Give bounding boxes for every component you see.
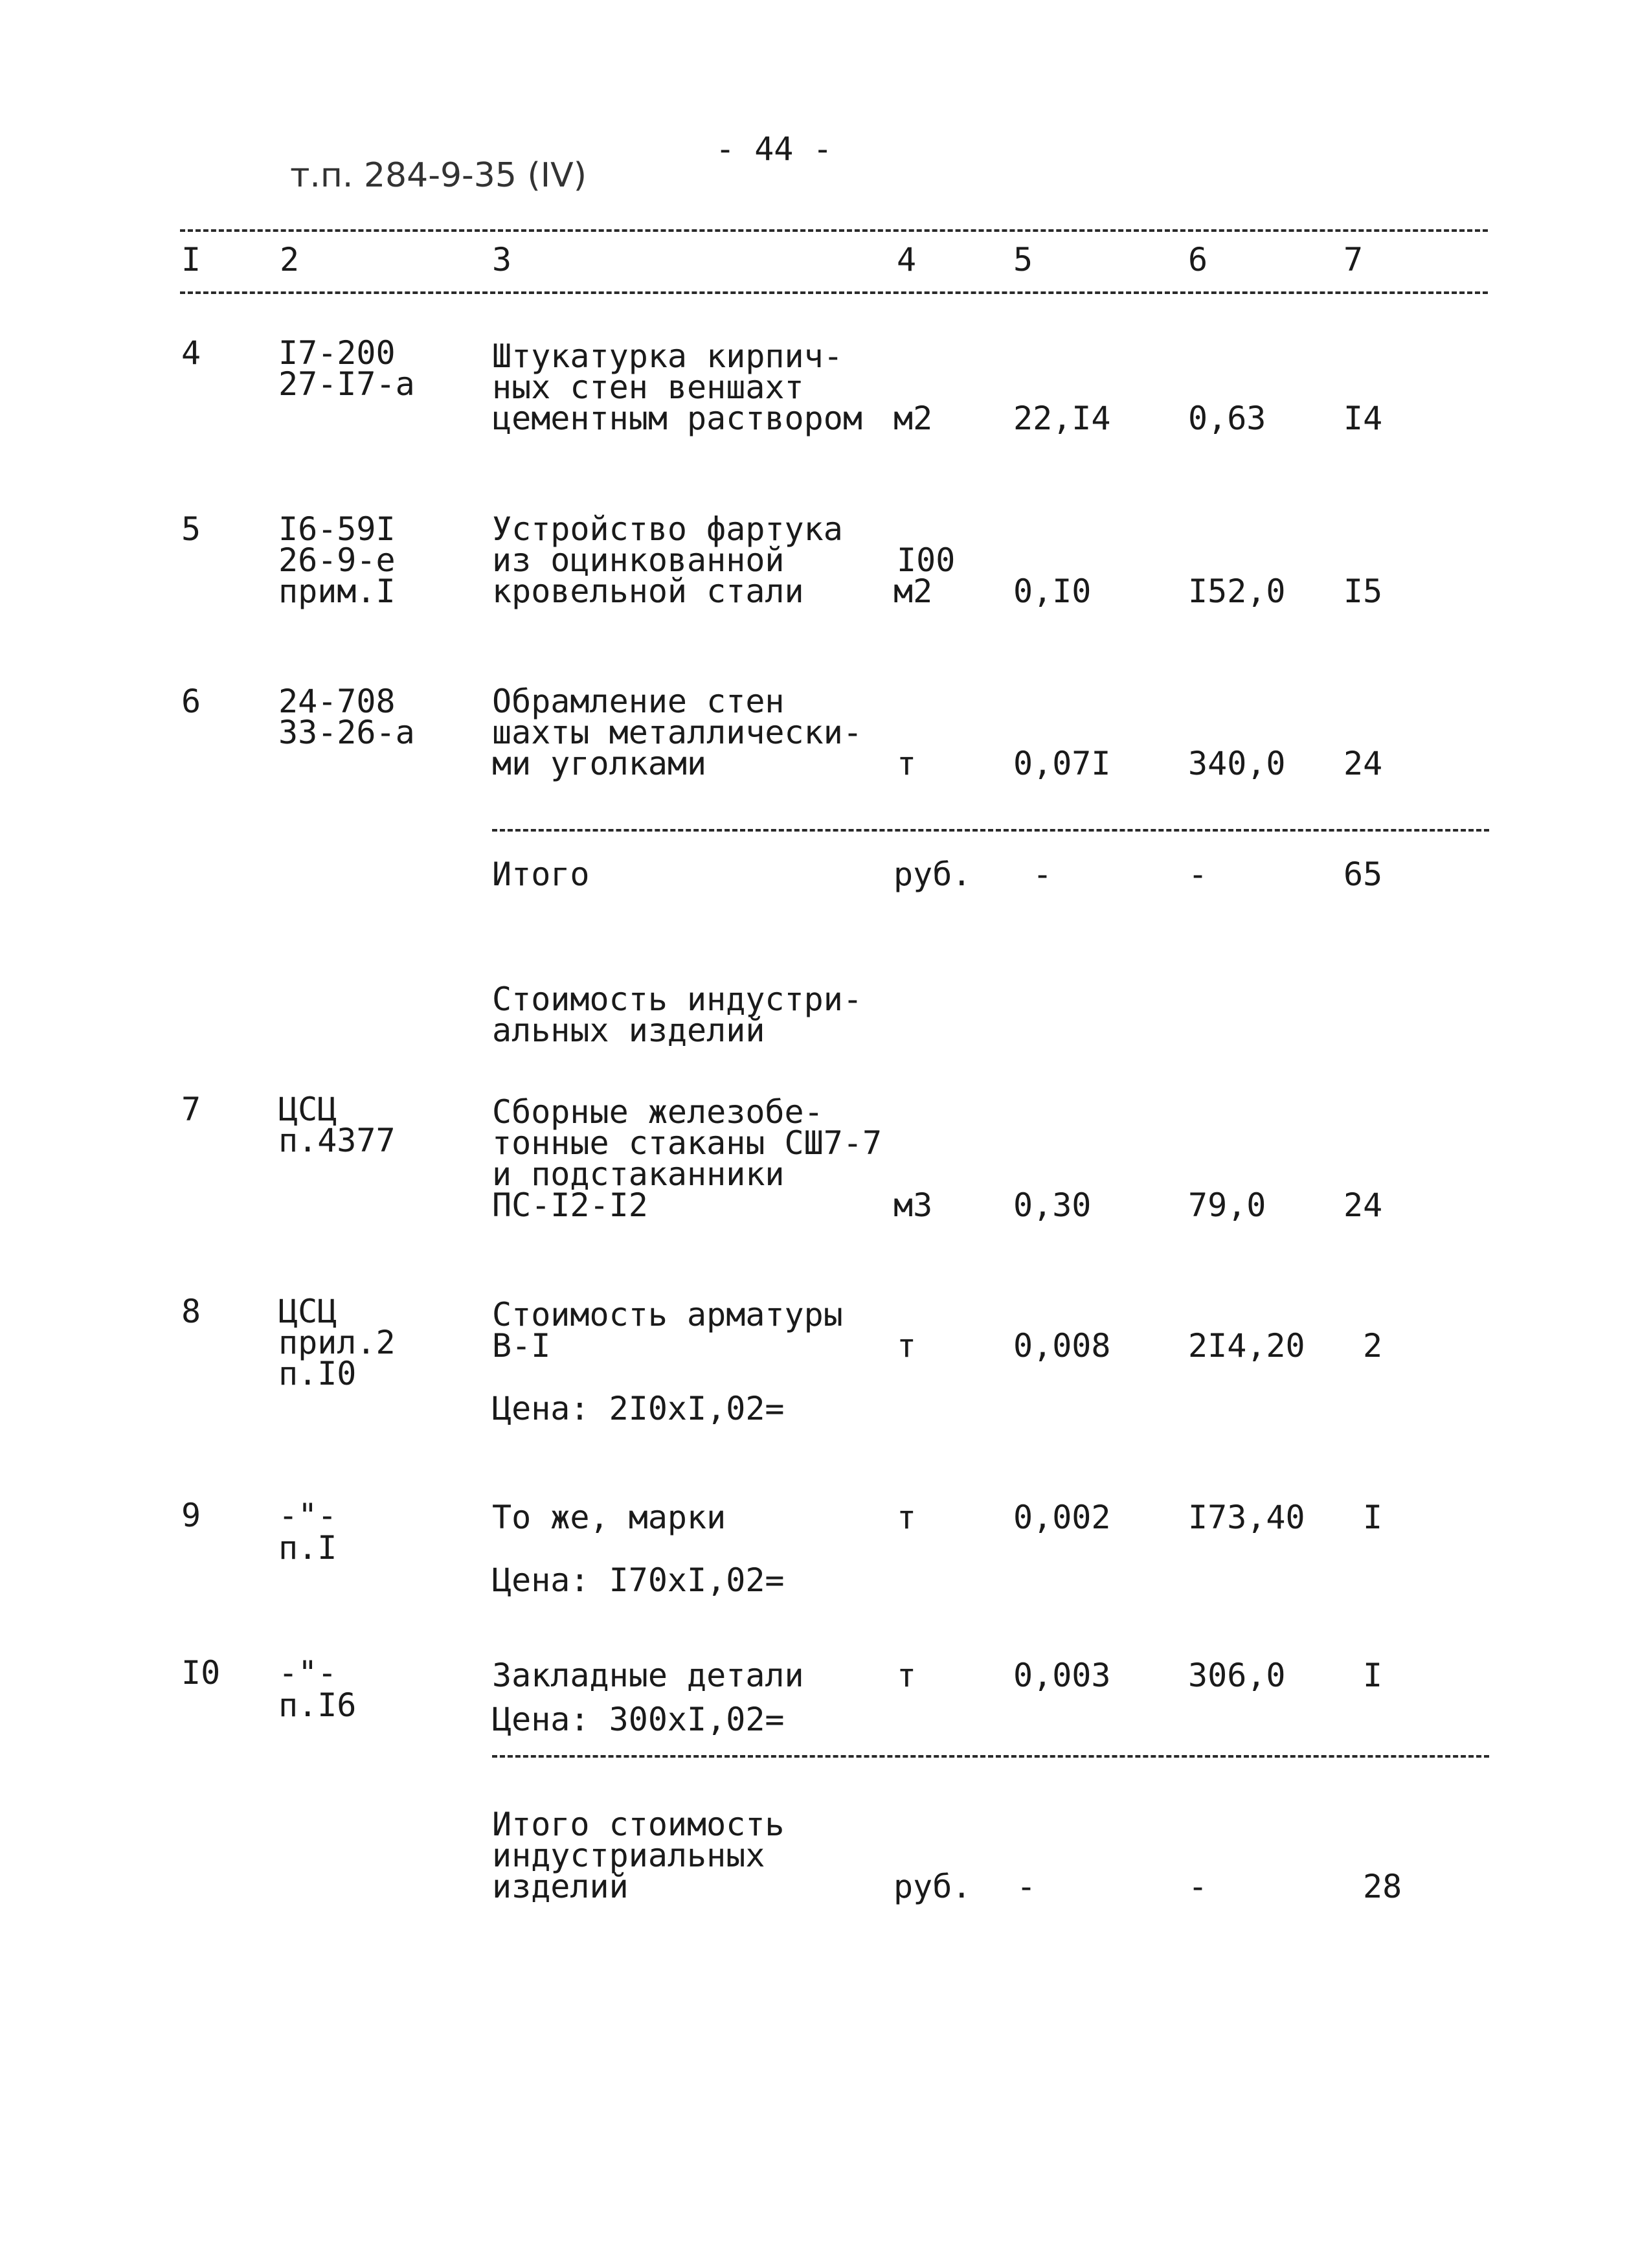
row-code: 26-9-е [278, 541, 396, 579]
row-code: 33-26-а [278, 714, 415, 751]
row-description: ми уголками [492, 745, 707, 782]
page-number: - 44 - [715, 130, 833, 168]
row-description: тонные стаканы СШ7-7 [492, 1124, 882, 1162]
row-description: кровельной стали [492, 573, 804, 610]
subtotal-rule [492, 1755, 1489, 1758]
row-total: I5 [1343, 573, 1383, 610]
subtotal-quantity: - [1033, 856, 1053, 893]
row-number: 9 [181, 1497, 201, 1534]
row-code: -"- [278, 1497, 337, 1534]
row-unit: м2 [893, 400, 933, 437]
subtotal-quantity: - [1017, 1868, 1037, 1905]
row-quantity: 0,002 [1013, 1499, 1111, 1536]
row-description: Обрамление стен [492, 683, 785, 720]
column-number: 5 [1013, 241, 1033, 278]
subtotal-total: 28 [1363, 1868, 1402, 1905]
row-total: I4 [1343, 400, 1383, 437]
row-unit: т [897, 1499, 917, 1536]
row-quantity: 0,I0 [1013, 573, 1092, 610]
row-code: п.4377 [278, 1122, 396, 1159]
subtotal-label: Итого стоимость [492, 1806, 785, 1843]
row-number: 7 [181, 1091, 201, 1128]
row-number: 4 [181, 334, 201, 372]
row-total: I [1363, 1499, 1383, 1536]
row-unit: м3 [893, 1186, 933, 1224]
subtotal-price: - [1188, 856, 1208, 893]
column-number: 2 [280, 241, 300, 278]
row-total: 2 [1363, 1327, 1383, 1365]
row-quantity: 0,008 [1013, 1327, 1111, 1365]
row-description: То же, марки [492, 1499, 726, 1536]
row-number: 5 [181, 510, 201, 548]
header-top-rule [180, 229, 1488, 232]
price-note: Цена: I70хI,02= [492, 1561, 785, 1599]
header-bottom-rule [180, 291, 1488, 294]
subtotal-price: - [1188, 1868, 1208, 1905]
row-unit: м2 [893, 573, 933, 610]
row-code: I6-59I [278, 510, 396, 548]
row-code: I7-200 [278, 334, 396, 372]
column-number: I [181, 241, 201, 278]
row-price: 0,63 [1188, 400, 1266, 437]
row-number: 6 [181, 683, 201, 720]
row-price: 306,0 [1188, 1657, 1286, 1694]
row-description: Закладные детали [492, 1657, 804, 1694]
subtotal-unit: руб. [893, 856, 972, 893]
row-unit: т [897, 1657, 917, 1694]
row-code: п.I [278, 1529, 337, 1567]
row-description: ПС-I2-I2 [492, 1186, 648, 1224]
row-price: 2I4,20 [1188, 1327, 1305, 1365]
section-title: альных изделий [492, 1012, 765, 1049]
column-number: 4 [897, 241, 917, 278]
row-description: Стоимость арматуры [492, 1296, 843, 1333]
column-number: 7 [1343, 241, 1364, 278]
row-code: 27-I7-а [278, 365, 415, 403]
row-description: цементным раствором [492, 400, 862, 437]
row-number: 8 [181, 1293, 201, 1330]
section-title: Стоимость индустри- [492, 981, 862, 1018]
row-quantity: 0,003 [1013, 1657, 1111, 1694]
row-code: -"- [278, 1654, 337, 1692]
row-price: I52,0 [1188, 573, 1286, 610]
row-unit: т [897, 1327, 917, 1365]
row-unit: I00 [897, 541, 956, 579]
row-description: шахты металлически- [492, 714, 862, 751]
row-code: п.I0 [278, 1355, 357, 1392]
row-total: 24 [1343, 745, 1383, 782]
row-total: 24 [1343, 1186, 1383, 1224]
row-description: ных стен веншахт [492, 369, 804, 406]
row-code: прим.I [278, 573, 396, 610]
row-description: Штукатурка кирпич- [492, 337, 843, 375]
row-number: I0 [181, 1654, 221, 1692]
subtotal-label: Итого [492, 856, 590, 893]
row-code: ЦСЦ [278, 1293, 337, 1330]
row-total: I [1363, 1657, 1383, 1694]
row-code: 24-708 [278, 683, 396, 720]
row-quantity: 22,I4 [1013, 400, 1111, 437]
document-reference: т.п. 284-9-35 (IV) [290, 156, 587, 195]
subtotal-total: 65 [1343, 856, 1383, 893]
row-description: и подстаканники [492, 1155, 785, 1193]
row-description: из оцинкованной [492, 541, 785, 579]
row-quantity: 0,07I [1013, 745, 1111, 782]
row-quantity: 0,30 [1013, 1186, 1092, 1224]
price-note: Цена: 2I0хI,02= [492, 1390, 785, 1427]
document-part: (IV) [527, 156, 587, 195]
row-description: Сборные железобе- [492, 1093, 824, 1131]
subtotal-label: изделий [492, 1868, 629, 1905]
row-description: В-I [492, 1327, 551, 1365]
row-code: ЦСЦ [278, 1091, 337, 1128]
row-description: Устройство фартука [492, 510, 843, 548]
column-number: 6 [1188, 241, 1208, 278]
subtotal-label: индустриальных [492, 1837, 765, 1874]
subtotal-unit: руб. [893, 1868, 972, 1905]
row-unit: т [897, 745, 917, 782]
row-price: 79,0 [1188, 1186, 1266, 1224]
column-number: 3 [492, 241, 512, 278]
row-code: прил.2 [278, 1324, 396, 1361]
row-price: I73,40 [1188, 1499, 1305, 1536]
row-price: 340,0 [1188, 745, 1286, 782]
row-code: п.I6 [278, 1686, 357, 1724]
subtotal-rule [492, 829, 1489, 832]
price-note: Цена: 300хI,02= [492, 1701, 785, 1738]
